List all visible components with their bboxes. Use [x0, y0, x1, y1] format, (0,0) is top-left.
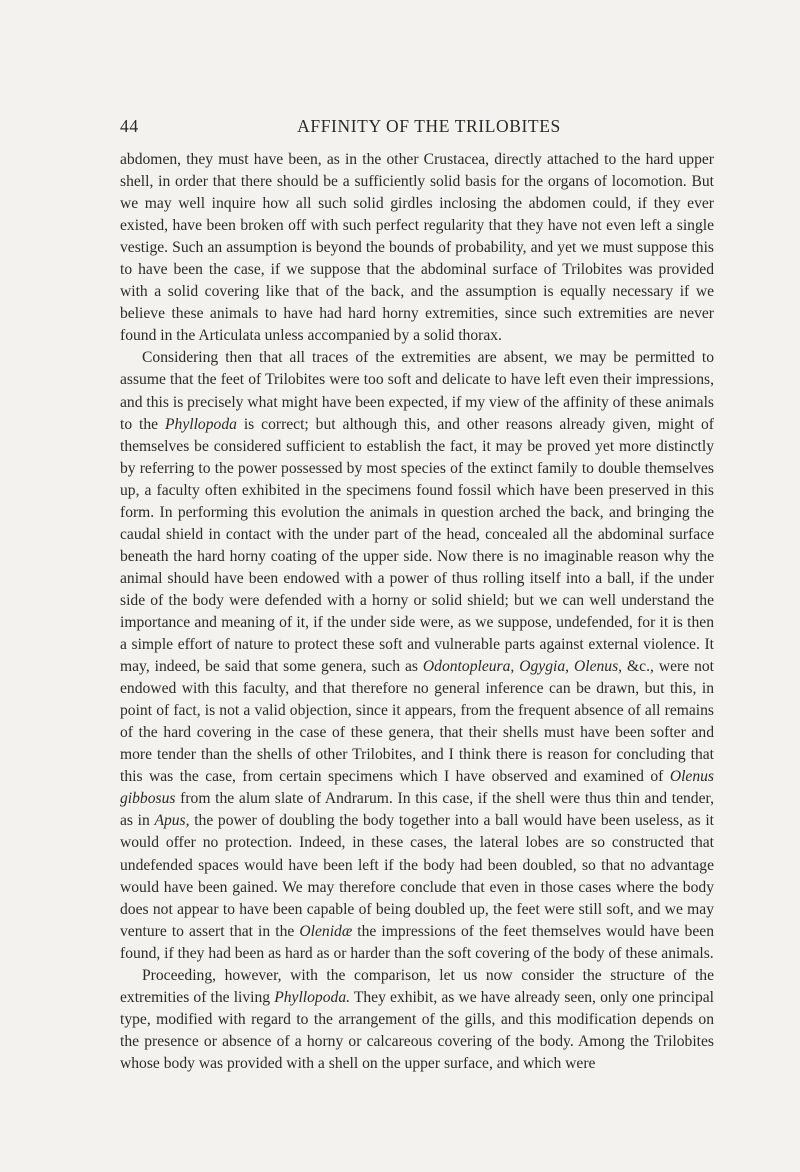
text-run: the power of doubling the body together into a ball would have been useless, as it would offer no protection. Indeed, in these cases, the lateral lobes are so constructed that undefended spaces would have been left if the body had been doubled, so that no advantage would have been gained. We may therefore conclude that even in those cases where the body does not appear to have been capable of being doubled up, the feet were still soft, and we may venture to assert that in the — [120, 812, 714, 940]
italic-term: Phyllopoda. — [274, 988, 351, 1006]
text-run: &c., were not endowed with this faculty, and that therefore no general inference can be drawn, but this, in point of fact, is not a valid objection, since it appears, from the frequent absence of all remains of the hard covering in the case of these genera, that their shells must have been softer and more tender than the shells of other Trilobites, and I think there is reason for concluding that this was the case, from certain specimens which I have observed and examined of — [120, 658, 714, 786]
paragraph — [120, 965, 714, 1075]
text-run: the impressions of the feet themselves would have been found, if they had been as hard as or harder than the soft covering of the body of these animals. — [120, 922, 714, 962]
text-run: is correct; but although this, and other reasons already given, might of themselves be considered sufficient to establish the fact, it may be proved yet more distinctly by referring to the power possessed by most species of the extinct family to double themselves up, a faculty often exhibited in the specimens found fossil which have been preserved in this form. In performing this evolution the animals in question arched the back, and bringing the caudal shield in contact with the under part of the head, concealed all the abdominal surface beneath the hard horny coating of the upper side. Now there is no imaginable reason why the animal should have been endowed with a power of thus rolling itself into a ball, if the under side of the body were defended with a horny or solid shield; but we can well understand the importance and meaning of it, if the under side were, as we suppose, undefended, for it is then a simple effort of nature to protect these soft and vulnerable parts against external violence. It may, indeed, be said that some genera, such as — [120, 415, 714, 676]
running-title: AFFINITY OF THE TRILOBITES — [297, 116, 561, 136]
italic-term: Olenus gibbosus — [120, 768, 714, 808]
italic-term: Apus, — [154, 812, 190, 830]
paragraph — [120, 149, 714, 347]
text-run: abdomen, they must have been, as in the other Crustacea, directly attached to the hard upper shell, in order that there should be a sufficiently solid basis for the organs of locomotion. But we may well inquire how all such solid girdles inclosing the abdomen could, if they ever existed, have been broken off with such perfect regularity that they have not even left a single vestige. Such an assumption is beyond the bounds of probability, and yet we must suppose this to have been the case, if we suppose that the abdominal surface of Trilobites was provided with a solid covering like that of the back, and the assumption is equally necessary if we believe these animals to have had hard horny extremities, since such extremities are never found in the Articulata unless accompanied by a solid thorax. — [120, 151, 714, 345]
text-run: Considering then that all traces of the extremities are absent, we may be permitted to assume that the feet of Trilobites were too soft and delicate to have left even their impressions, and this is precisely what might have been expected, if my view of the affinity of these animals to the — [120, 349, 714, 433]
italic-term: Olenidæ — [299, 922, 353, 940]
body-text — [120, 149, 714, 1075]
paragraph — [120, 347, 714, 964]
page-number: 44 — [120, 116, 139, 136]
text-run: They exhibit, as we have already seen, only one principal type, modified with regard to the arrangement of the gills, and this modification depends on the presence or absence of a horny or calcareous covering of the body. Among the Trilobites whose body was provided with a shell on the upper surface, and which were — [120, 988, 714, 1072]
text-run: Proceeding, however, with the comparison, let us now consider the structure of the extremities of the living — [120, 966, 714, 1006]
text-run: from the alum slate of Andrarum. In this case, if the shell were thus thin and tender, as in — [120, 790, 714, 830]
running-head — [120, 116, 714, 140]
italic-term: Phyllopoda — [165, 415, 237, 433]
italic-term: Odontopleura, Ogygia, Olenus, — [422, 658, 623, 676]
